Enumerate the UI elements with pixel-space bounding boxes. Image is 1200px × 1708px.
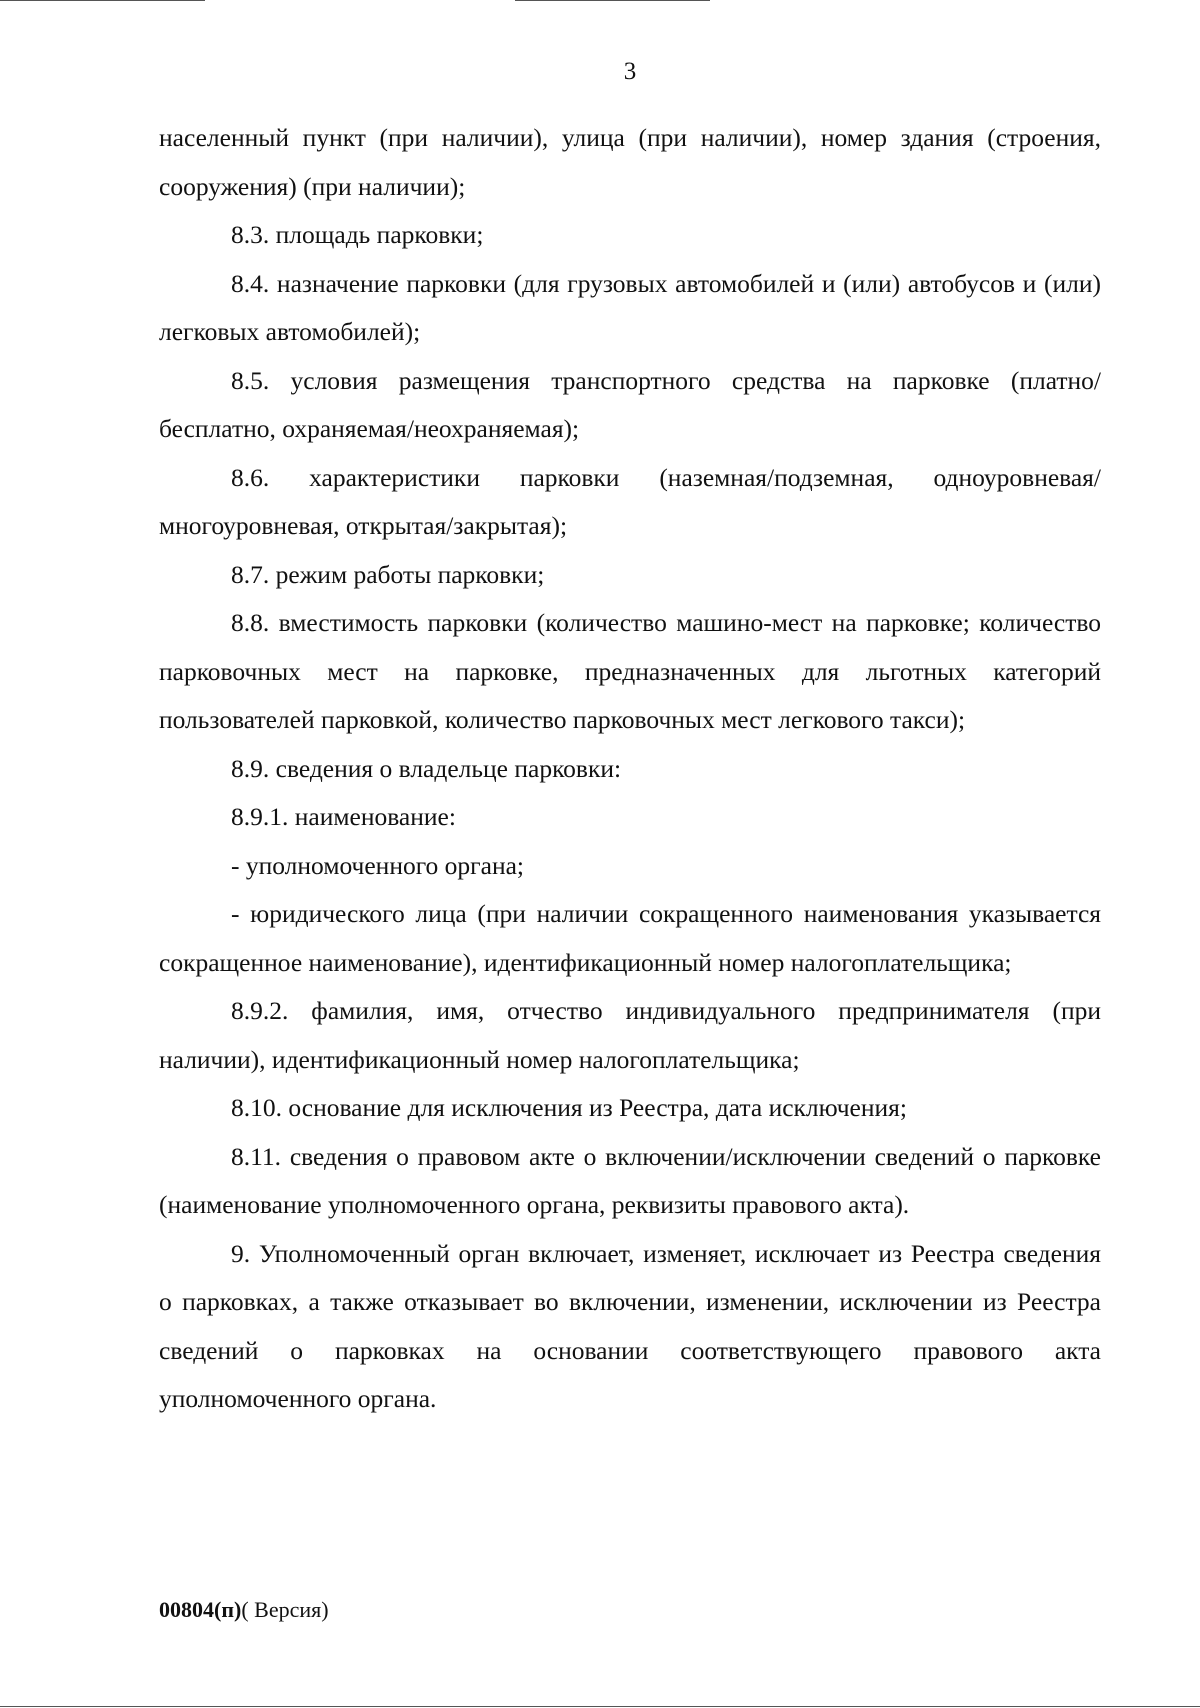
paragraph: 8.6. характеристики парковки (наземная/подземная, одноуровневая/многоуровневая, открытая/закрытая); [159,462,1101,540]
paragraph: 8.9.2. фамилия, имя, отчество индивидуального предпринимателя (при наличии), идентификационный номер налогоплательщика; [159,996,1101,1074]
paragraph: 8.3. площадь парковки; [231,220,484,249]
paragraph: - уполномоченного органа; [231,850,525,880]
paragraph: 8.4. назначение парковки (для грузовых автомобилей и (или) автобусов и (или) легковых автомобилей); [159,268,1101,346]
page-number: 3 [623,58,637,85]
document-code: 00804(п) [159,1597,242,1622]
top-edge-line-right [515,0,710,1]
paragraph: населенный пункт (при наличии), улица (при наличии), номер здания (строения, сооружения) (при наличии); [159,123,1101,201]
paragraph: 8.7. режим работы парковки; [231,559,545,589]
paragraph: 9. Уполномоченный орган включает, изменяет, исключает из Реестра сведения о парковках, а также отказывает во включении, изменении, исключении из Реестра сведений о парковках на основании соответствующего правового акта уполномоченного органа. [159,1238,1101,1413]
bottom-edge-line [0,1706,1200,1707]
paragraph: 8.9. сведения о владельце парковки: [231,753,622,783]
paragraph: 8.11. сведения о правовом акте о включении/исключении сведений о парковке (наименование уполномоченного органа, реквизиты правового акта). [159,1141,1101,1219]
paragraph: 8.5. условия размещения транспортного средства на парковке (платно/бесплатно, охраняемая/неохраняемая); [159,365,1101,443]
document-version: ( Версия) [241,1597,329,1622]
document-footer [159,1597,329,1623]
paragraph: 8.9.1. наименование: [231,802,456,831]
paragraph: 8.10. основание для исключения из Реестра, дата исключения; [231,1093,907,1122]
top-edge-line-left [0,0,205,1]
document-body [159,114,1101,1424]
paragraph: - юридического лица (при наличии сокращенного наименования указывается сокращенное наименование), идентификационный номер налогоплательщика; [159,899,1101,977]
paragraph: 8.8. вместимость парковки (количество машино-мест на парковке; количество парковочных мест на парковке, предназначенных для льготных категорий пользователей парковкой, количество парковочных мест легкового такси); [159,608,1101,734]
